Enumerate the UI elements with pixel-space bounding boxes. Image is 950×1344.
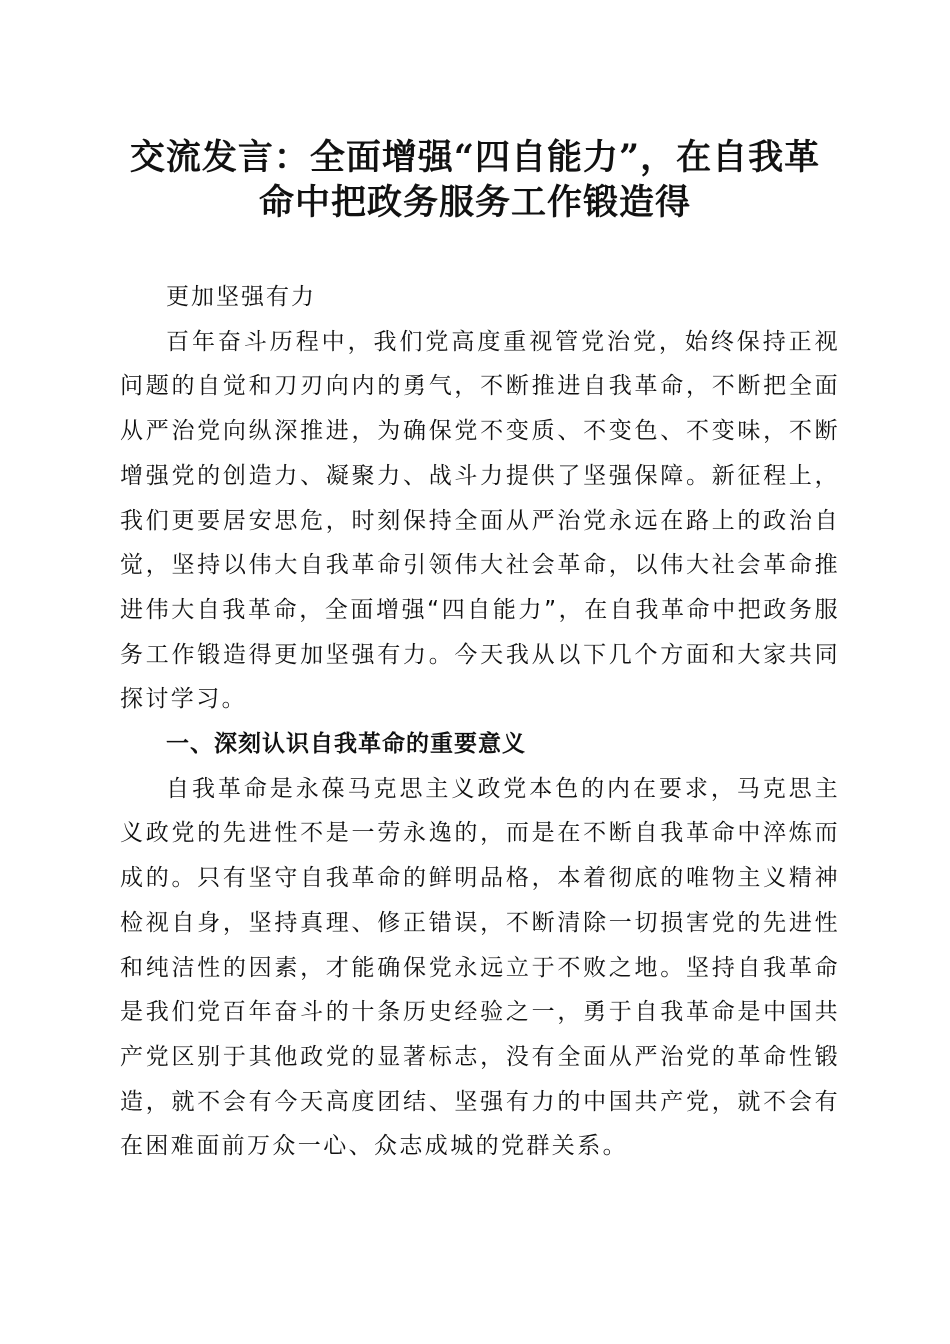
title-line-1: 交流发言：全面增强“四自能力”，在自我革 (129, 137, 821, 178)
section-heading-1: 一、深刻认识自我革命的重要意义 (166, 731, 526, 758)
paragraph-intro: 百年奋斗历程中，我们党高度重视管党治党，始终保持正视问题的自觉和刀刃向内的勇气，不断推进自我革命，不断把全面从严治党向纵深推进，为确保党不变质、不变色、不变味，不断增强党的创造力、凝聚力、战斗力提供了坚强保障。新征程上，我们更要居安思危，时刻保持全面从严治党永远在路上的政治自觉，坚持以伟大自我革命引领伟大社会革命，以伟大社会革命推进伟大自我革命，全面增强“四自能力”，在自我革命中把政务服务工作锻造得更加坚强有力。今天我从以下几个方面和大家共同探讨学习。 (120, 328, 840, 713)
subtitle-line: 更加坚强有力 (166, 284, 316, 310)
document-body (120, 275, 840, 1169)
page-title (100, 135, 850, 225)
title-line-2: 命中把政务服务工作锻造得 (258, 182, 691, 223)
paragraph-section-1: 自我革命是永葆马克思主义政党本色的内在要求，马克思主义政党的先进性不是一劳永逸的，而是在不断自我革命中淬炼而成的。只有坚守自我革命的鲜明品格，本着彻底的唯物主义精神检视自身，坚持真理、修正错误，不断清除一切损害党的先进性和纯洁性的因素，才能确保党永远立于不败之地。坚持自我革命是我们党百年奋斗的十条历史经验之一，勇于自我革命是中国共产党区别于其他政党的显著标志，没有全面从严治党的革命性锻造，就不会有今天高度团结、坚强有力的中国共产党，就不会有在困难面前万众一心、众志成城的党群关系。 (120, 775, 840, 1160)
